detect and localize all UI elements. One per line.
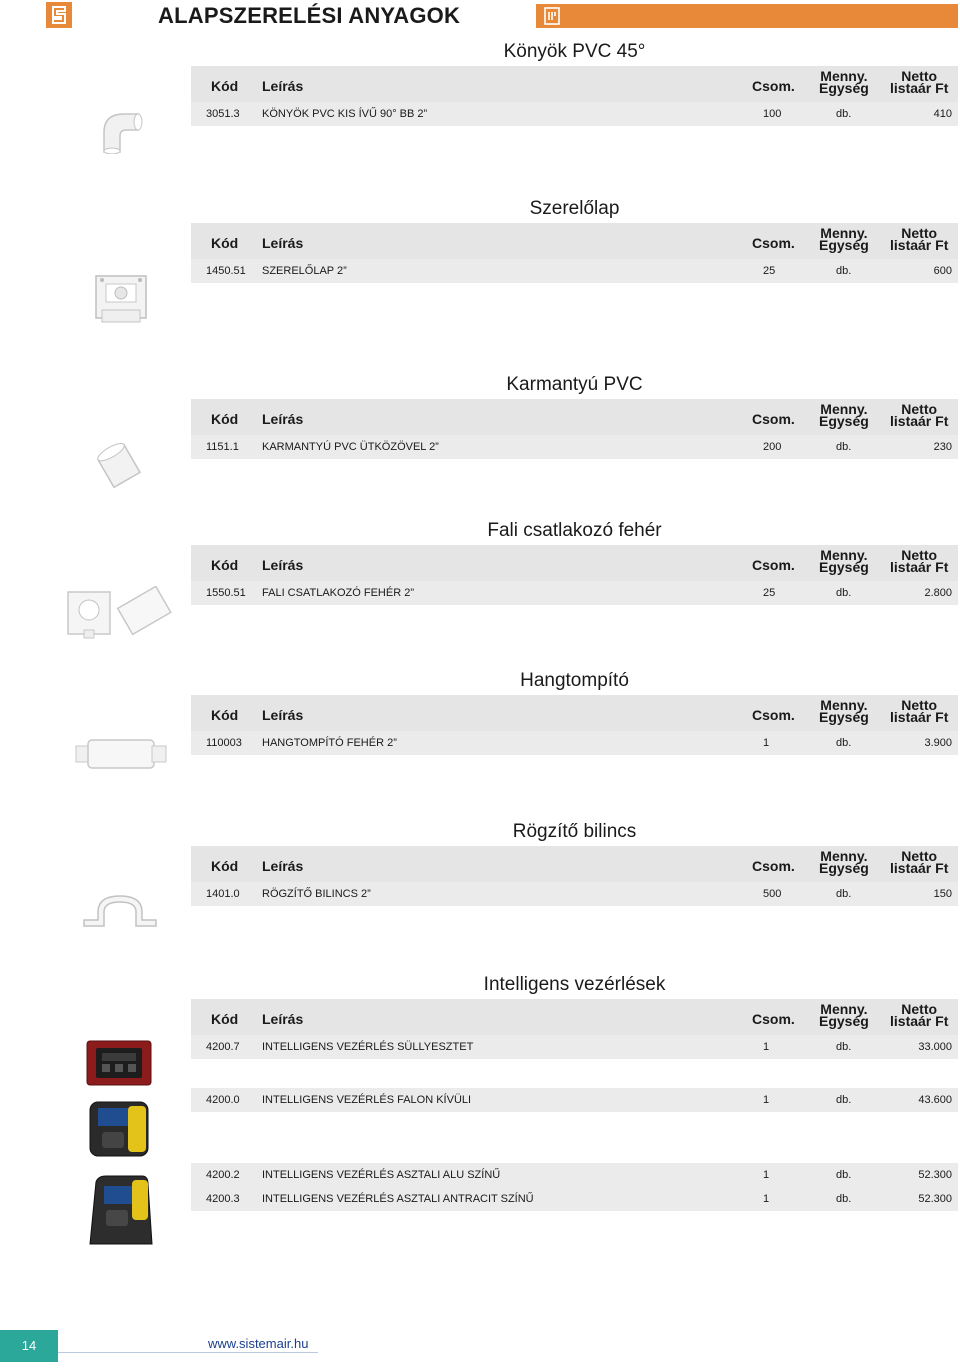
col-menny: Menny. Egység (819, 1001, 869, 1029)
col-menny: Menny. Egység (819, 547, 869, 575)
cell-ar: 230 (933, 441, 952, 453)
table-row (191, 882, 958, 906)
table-row (191, 259, 958, 283)
page-title: ALAPSZERELÉSI ANYAGOK (158, 3, 461, 28)
col-leiras: Leírás (262, 1011, 304, 1027)
page-number: 14 (0, 1330, 58, 1362)
cell-menny: db. (836, 1193, 852, 1205)
col-leiras: Leírás (262, 235, 304, 251)
col-leiras: Leírás (262, 707, 304, 723)
cell-csom: 100 (763, 108, 782, 120)
cell-kod: 1450.51 (206, 265, 246, 277)
cell-ar: 600 (933, 265, 952, 277)
footer-divider (58, 1352, 318, 1353)
col-netto: Netto listaár Ft (890, 1001, 949, 1029)
cell-ar: 52.300 (918, 1169, 952, 1181)
cell-csom: 1 (763, 1041, 770, 1053)
cell-kod: 1401.0 (206, 888, 240, 900)
header-accent-bar (536, 4, 958, 28)
cell-leiras: FALI CSATLAKOZÓ FEHÉR 2” (262, 587, 414, 599)
cell-ar: 150 (933, 888, 952, 900)
cell-ar: 2.800 (924, 587, 952, 599)
pvc-elbow-image (98, 108, 144, 154)
section-title: Rögzítő bilincs (512, 821, 637, 842)
mounting-plate-image (92, 270, 150, 326)
cell-csom: 1 (763, 1193, 770, 1205)
cell-kod: 4200.3 (206, 1193, 240, 1205)
col-kod: Kód (211, 557, 239, 573)
table-row (191, 102, 958, 126)
cell-kod: 4200.7 (206, 1041, 240, 1053)
wall-control-panel-image (88, 1098, 150, 1158)
cell-leiras: INTELLIGENS VEZÉRLÉS ASZTALI ANTRACIT SZÍNŰ (262, 1193, 534, 1205)
cell-csom: 25 (763, 587, 776, 599)
cell-ar: 43.600 (918, 1094, 952, 1106)
col-csom: Csom. (752, 707, 795, 723)
cell-leiras: INTELLIGENS VEZÉRLÉS SÜLLYESZTET (262, 1041, 474, 1053)
col-menny: Menny. Egység (819, 225, 869, 253)
flush-control-panel-image (86, 1040, 152, 1086)
table-row (191, 731, 958, 755)
cell-ar: 33.000 (918, 1041, 952, 1053)
table-row (191, 435, 958, 459)
cell-leiras: KARMANTYÚ PVC ÜTKÖZÖVEL 2” (262, 441, 439, 453)
col-leiras: Leírás (262, 78, 304, 94)
table-row (191, 1035, 958, 1059)
section-title: Karmantyú PVC (506, 374, 643, 395)
table-header (191, 999, 958, 1037)
col-leiras: Leírás (262, 858, 304, 874)
brand-logo-icon (46, 2, 72, 28)
col-kod: Kód (211, 858, 239, 874)
table-header (191, 545, 958, 583)
col-netto: Netto listaár Ft (890, 401, 949, 429)
col-kod: Kód (211, 411, 239, 427)
col-netto: Netto listaár Ft (890, 68, 949, 96)
table-header (191, 66, 958, 104)
col-menny: Menny. Egység (819, 68, 869, 96)
section-title: Fali csatlakozó fehér (487, 520, 662, 541)
cell-leiras: INTELLIGENS VEZÉRLÉS ASZTALI ALU SZÍNŰ (262, 1169, 501, 1181)
section-title: Könyök PVC 45° (503, 41, 646, 62)
cell-menny: db. (836, 888, 852, 900)
col-csom: Csom. (752, 235, 795, 251)
section-title: Hangtompító (520, 670, 629, 691)
silencer-image (74, 734, 168, 774)
section-title: Szerelőlap (529, 198, 620, 219)
cell-leiras: KÖNYÖK PVC KIS ÍVŰ 90° BB 2” (262, 108, 428, 120)
cell-ar: 410 (933, 108, 952, 120)
col-csom: Csom. (752, 411, 795, 427)
pipe-clamp-image (80, 892, 160, 930)
cell-menny: db. (836, 108, 852, 120)
table-row (191, 1187, 958, 1211)
col-kod: Kód (211, 1011, 239, 1027)
col-leiras: Leírás (262, 557, 304, 573)
table-header (191, 846, 958, 884)
col-kod: Kód (211, 235, 239, 251)
document-icon (542, 6, 562, 26)
website-link[interactable]: www.sistemair.hu (208, 1336, 309, 1351)
table-header (191, 695, 958, 733)
cell-leiras: HANGTOMPÍTÓ FEHÉR 2” (262, 737, 397, 749)
col-menny: Menny. Egység (819, 697, 869, 725)
col-kod: Kód (211, 78, 239, 94)
cell-menny: db. (836, 587, 852, 599)
cell-menny: db. (836, 1041, 852, 1053)
cell-ar: 52.300 (918, 1193, 952, 1205)
cell-csom: 1 (763, 1094, 770, 1106)
col-netto: Netto listaár Ft (890, 547, 949, 575)
col-menny: Menny. Egység (819, 848, 869, 876)
pvc-coupling-image (96, 440, 142, 492)
cell-kod: 4200.2 (206, 1169, 240, 1181)
cell-leiras: SZERELŐLAP 2” (262, 265, 347, 277)
col-netto: Netto listaár Ft (890, 848, 949, 876)
cell-kod: 3051.3 (206, 108, 240, 120)
section-title: Intelligens vezérlések (483, 974, 666, 995)
cell-menny: db. (836, 441, 852, 453)
col-csom: Csom. (752, 557, 795, 573)
col-leiras: Leírás (262, 411, 304, 427)
cell-menny: db. (836, 265, 852, 277)
cell-ar: 3.900 (924, 737, 952, 749)
cell-leiras: RÖGZÍTŐ BILINCS 2” (262, 888, 371, 900)
col-netto: Netto listaár Ft (890, 697, 949, 725)
cell-csom: 1 (763, 737, 770, 749)
table-header (191, 399, 958, 437)
cell-csom: 200 (763, 441, 782, 453)
cell-menny: db. (836, 1094, 852, 1106)
desk-control-panel-image (82, 1172, 156, 1248)
col-menny: Menny. Egység (819, 401, 869, 429)
col-csom: Csom. (752, 78, 795, 94)
cell-kod: 1550.51 (206, 587, 246, 599)
cell-csom: 25 (763, 265, 776, 277)
table-header (191, 223, 958, 261)
wall-inlet-image (64, 586, 176, 642)
table-row (191, 581, 958, 605)
cell-kod: 110003 (206, 737, 242, 749)
cell-csom: 1 (763, 1169, 770, 1181)
col-csom: Csom. (752, 1011, 795, 1027)
cell-menny: db. (836, 737, 852, 749)
col-csom: Csom. (752, 858, 795, 874)
cell-kod: 4200.0 (206, 1094, 240, 1106)
col-netto: Netto listaár Ft (890, 225, 949, 253)
cell-menny: db. (836, 1169, 852, 1181)
col-kod: Kód (211, 707, 239, 723)
cell-leiras: INTELLIGENS VEZÉRLÉS FALON KÍVÜLI (262, 1094, 472, 1106)
table-row (191, 1163, 958, 1187)
table-row (191, 1088, 958, 1112)
cell-csom: 500 (763, 888, 782, 900)
cell-kod: 1151.1 (206, 441, 239, 453)
